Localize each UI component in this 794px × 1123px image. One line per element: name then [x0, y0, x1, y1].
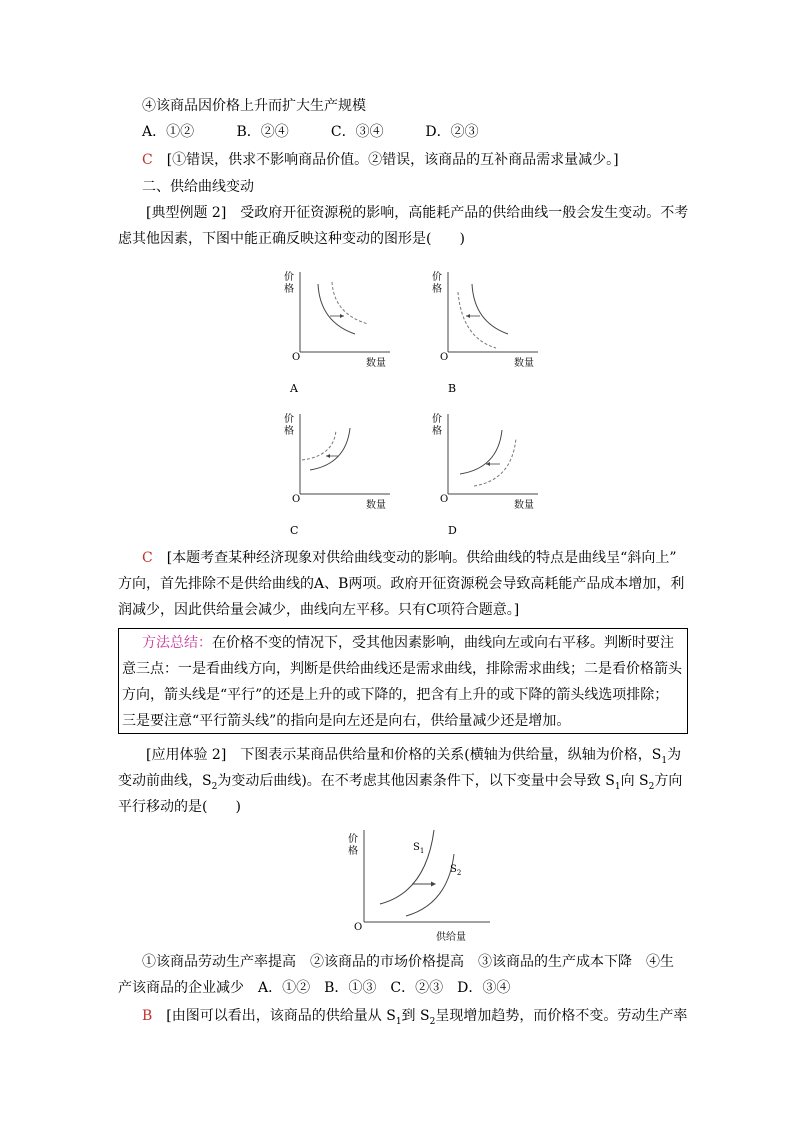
- example2-line2: 虑其他因素，下图中能正确反映这种变动的图形是( ): [118, 231, 465, 247]
- practice2-answer-b: 到 S: [401, 1008, 430, 1024]
- graph-b-ylabel-2: 格: [432, 284, 442, 295]
- graph-b-origin: O: [440, 352, 449, 363]
- practice2-line2-d: 方向: [654, 773, 683, 789]
- practice2-answer-c: 呈现增加趋势，而价格不变。劳动生产率: [435, 1008, 688, 1024]
- method-title: 方法总结：: [142, 635, 212, 651]
- practice-graph-xlabel: 供给量: [436, 932, 466, 943]
- q1-option-b: B．②④: [236, 124, 289, 140]
- q1-answer: [142, 150, 619, 170]
- graph-a-ylabel-2: 格: [284, 284, 294, 295]
- practice-graph-curve-s2: [406, 854, 454, 916]
- q1-item4: ④该商品因价格上升而扩大生产规模: [142, 98, 366, 114]
- practice-graph-curve-s1: [380, 830, 434, 904]
- section-heading: 二、供给曲线变动: [142, 179, 254, 195]
- graph-b: [428, 262, 538, 372]
- practice2-sub1: 1: [661, 755, 668, 766]
- practice2-answer-sub2: 2: [429, 1016, 436, 1027]
- q1-answer-text: [①错误，供求不影响商品价值。②错误，该商品的互补商品需求量减少。]: [166, 152, 619, 168]
- practice-graph-ylabel-1: 价: [348, 834, 358, 845]
- graph-a-ylabel-1: 价: [284, 272, 294, 283]
- graph-c-curve-dashed: [302, 430, 336, 460]
- practice-graph-s1-label: $S_1$: [413, 842, 425, 855]
- graph-b-curve-solid: [472, 284, 508, 334]
- q1-option-c: C．③④: [330, 124, 384, 140]
- practice-graph-ylabel-2: 格: [348, 846, 358, 857]
- practice2-sub2: 2: [211, 781, 218, 792]
- practice2-line3: 平行移动的是( ): [118, 799, 241, 815]
- practice2-line2-b: 为变动后曲线)。在不考虑其他因素条件下，以下变量中会导致 S: [217, 773, 615, 789]
- graph-c-curve-solid: [310, 428, 350, 470]
- practice2-line1: [146, 745, 681, 771]
- q1-answer-letter: C: [142, 152, 153, 168]
- graph-d-label: D: [448, 524, 457, 537]
- example2-line1: [典型例题 2] 受政府开征资源税的影响，高能耗产品的供给曲线一般会发生变动。不考: [146, 205, 689, 221]
- practice2-sub1b: 1: [614, 781, 621, 792]
- graph-a-label: A: [290, 382, 298, 395]
- method-line3: 方向，箭头线是“平行”的还是上升的或下降的，把含有上升的或下降的箭头线选项排除；: [122, 687, 669, 703]
- graph-d-curve-solid: [460, 430, 502, 474]
- graph-a-origin: O: [292, 352, 301, 363]
- practice2-line2: [118, 771, 682, 797]
- graph-d: [428, 404, 538, 514]
- method-line2: 意三点：一是看曲线方向，判断是供给曲线还是需求曲线，排除需求曲线；二是看价格箭头: [122, 661, 682, 677]
- example2-answer-text1: [本题考查某种经济现象对供给曲线变动的影响。供给曲线的特点是曲线呈“斜向上”: [166, 550, 677, 566]
- graph-b-ylabel-1: 价: [432, 272, 442, 283]
- graph-d-ylabel-2: 格: [432, 426, 442, 437]
- graph-a-curve-dashed: [332, 282, 368, 324]
- method-text1: 在价格不变的情况下，受其他因素影响，曲线向左或向右平移。判断时要注: [212, 635, 674, 651]
- graph-d-ylabel-1: 价: [432, 414, 442, 425]
- practice-graph: [340, 820, 490, 944]
- graph-b-label: B: [448, 382, 457, 395]
- graph-c-label: C: [290, 524, 299, 537]
- practice2-items-line1: ①该商品劳动生产率提高 ②该商品的市场价格提高 ③该商品的生产成本下降 ④生: [142, 954, 674, 970]
- example2-answer-letter: C: [142, 550, 153, 566]
- graph-d-xlabel: 数量: [514, 500, 534, 511]
- graph-a-xlabel: 数量: [366, 358, 386, 369]
- example2-answer-line2: 方向，首先排除不是供给曲线的A、B两项。政府开征资源税会导致高耗能产品成本增加，利: [118, 576, 685, 592]
- practice2-line1-a: [应用体验 2] 下图表示某商品供给量和价格的关系(横轴为供给量，纵轴为价格，S: [146, 747, 662, 763]
- graph-a: [280, 262, 390, 372]
- q1-options: [142, 122, 479, 142]
- practice2-answer-letter: B: [142, 1008, 153, 1024]
- graph-b-curve-dashed: [458, 292, 496, 348]
- practice2-line1-b: 为: [667, 747, 682, 763]
- graph-c: [280, 404, 390, 514]
- graph-d-curve-dashed: [474, 438, 516, 486]
- practice2-answer: [142, 1006, 687, 1032]
- example2-answer-line3: 润减少，因此供给量会减少，曲线向左平移。只有C项符合题意。]: [118, 602, 520, 618]
- graph-c-xlabel: 数量: [366, 500, 386, 511]
- practice2-sub2b: 2: [648, 781, 655, 792]
- graph-c-origin: O: [292, 494, 301, 505]
- q1-option-a: A．①②: [142, 124, 195, 140]
- graph-d-origin: O: [440, 494, 449, 505]
- practice-graph-origin: O: [354, 922, 363, 933]
- method-line1: [142, 633, 674, 653]
- graph-c-ylabel-2: 格: [284, 426, 294, 437]
- method-line4: 三是要注意“平行箭头线”的指向是向左还是向右，供给量减少还是增加。: [122, 713, 571, 729]
- q1-option-d: D．②③: [425, 124, 479, 140]
- graph-a-curve-solid: [318, 284, 355, 334]
- graph-b-xlabel: 数量: [514, 358, 534, 369]
- graph-c-ylabel-1: 价: [284, 414, 294, 425]
- practice2-answer-a: [由图可以看出，该商品的供给量从 S: [166, 1008, 396, 1024]
- example2-answer-line1: [142, 548, 677, 568]
- practice2-items-line2: 产该商品的企业减少 A．①② B．①③ C．②③ D．③④: [118, 980, 511, 996]
- practice2-line2-a: 变动前曲线，S: [118, 773, 212, 789]
- practice2-answer-sub1: 1: [395, 1016, 402, 1027]
- practice2-line2-c: 向 S: [620, 773, 649, 789]
- practice-graph-s2-label: $S_2$: [450, 864, 462, 877]
